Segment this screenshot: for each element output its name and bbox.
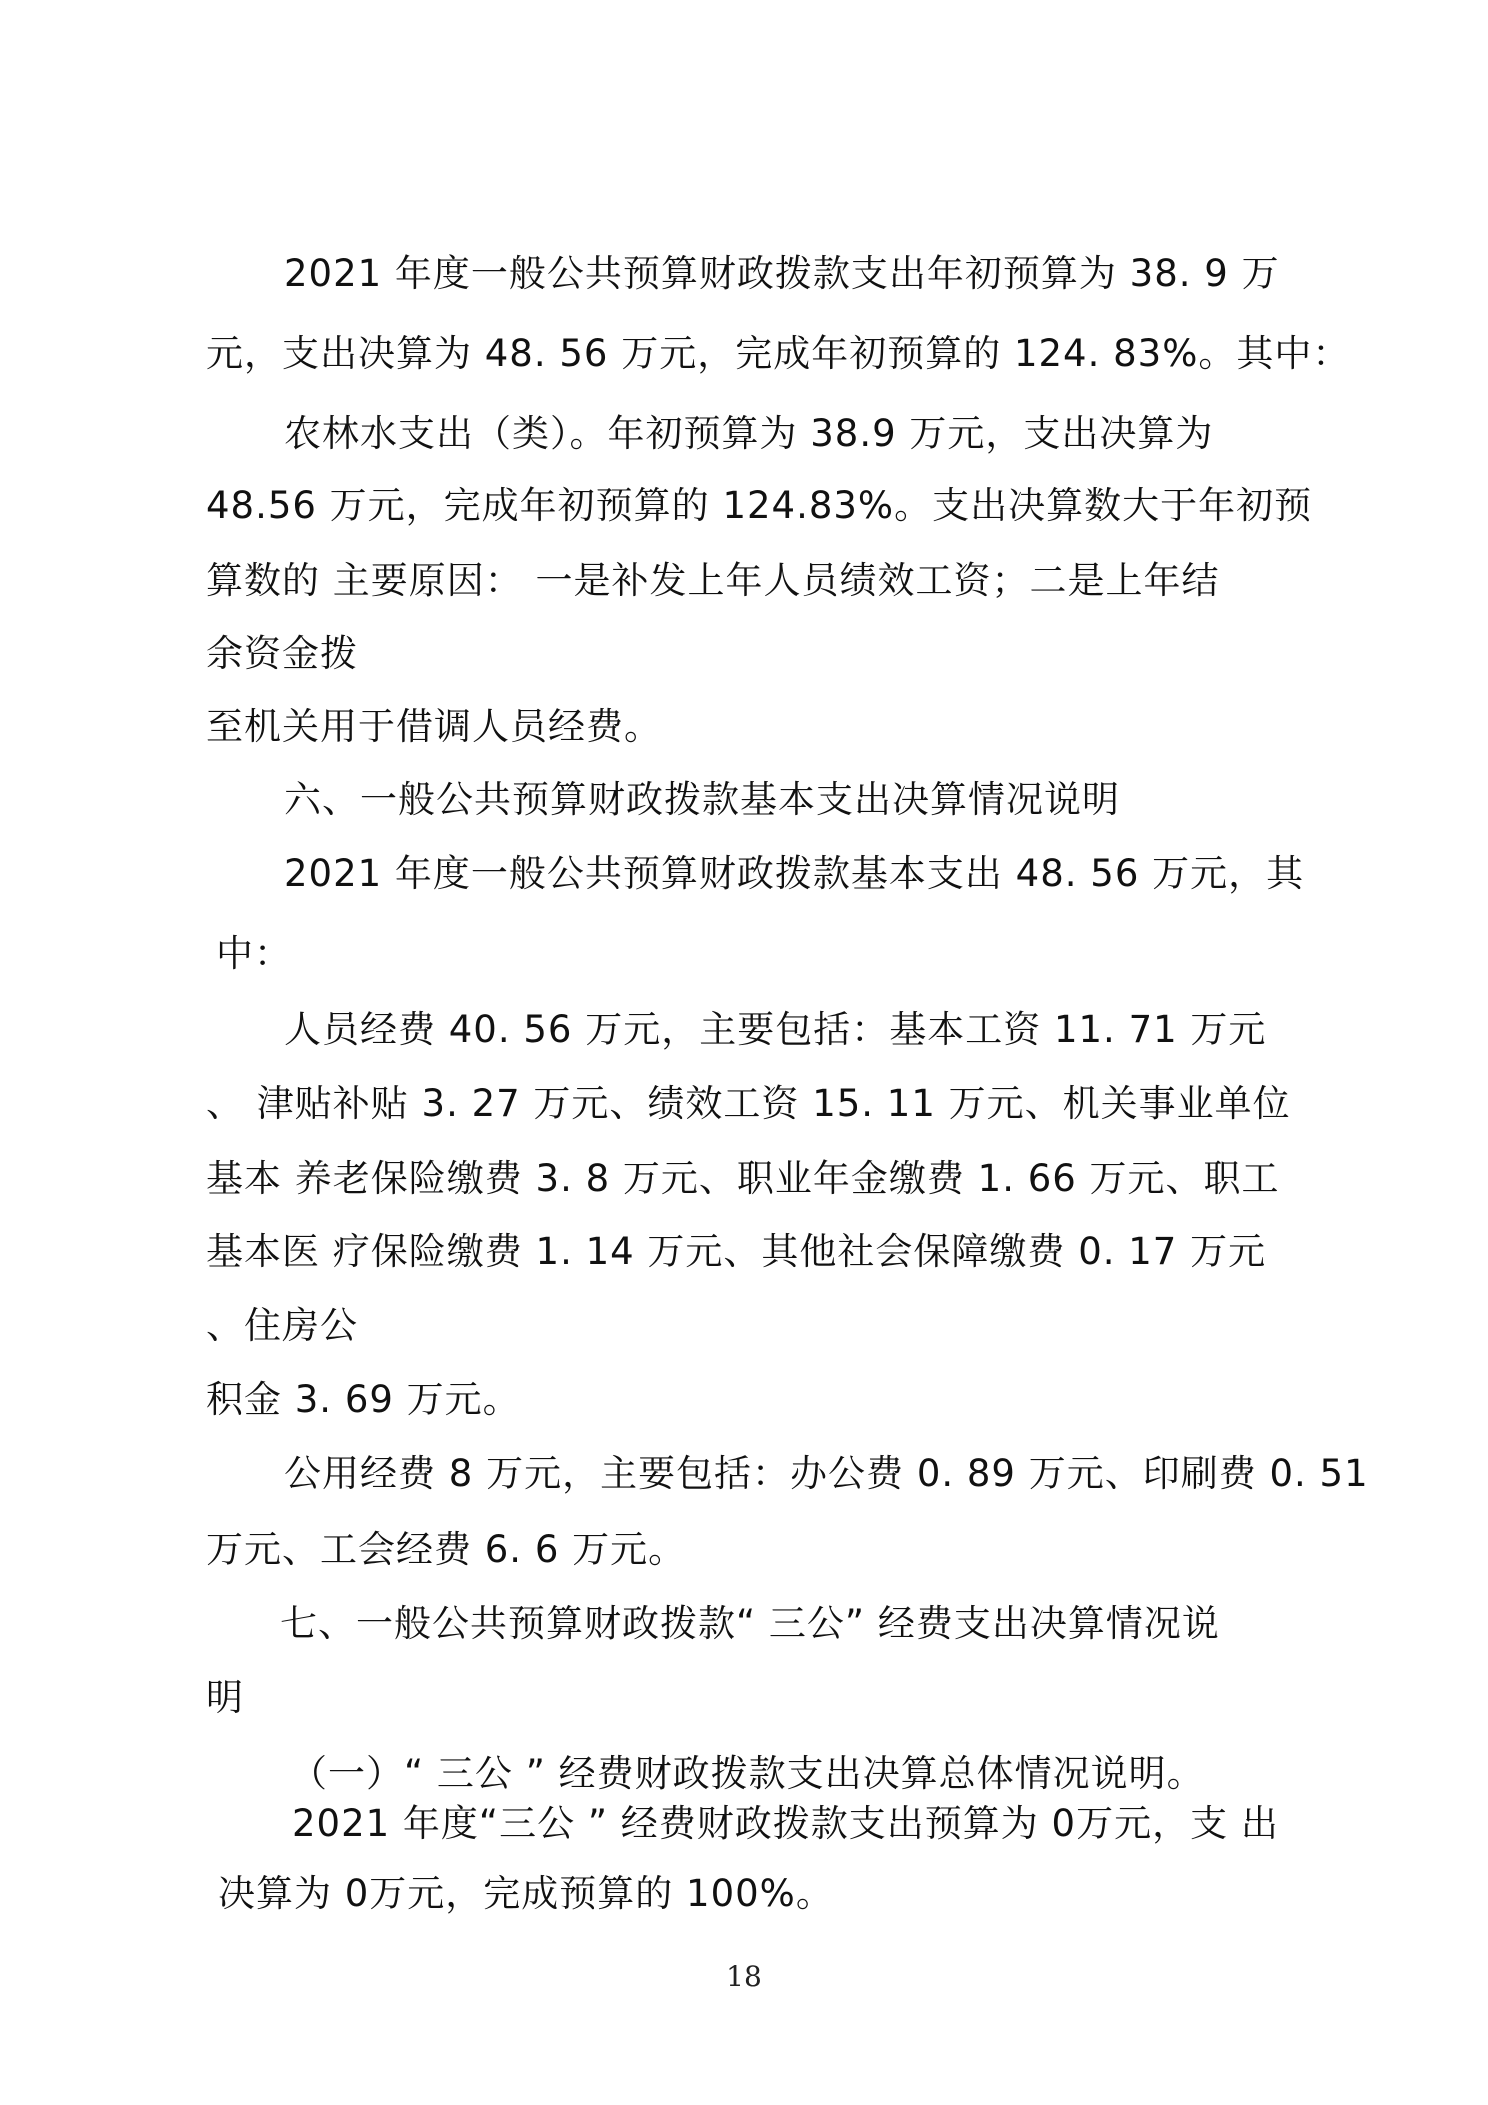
text-line-13: 基本 养老保险缴费 3. 8 万元、职业年金缴费 1. 66 万元、职工 [206, 1157, 1280, 1200]
text-line-5: 算数的 主要原因： 一是补发上年人员绩效工资；二是上年结 [206, 559, 1220, 602]
subsection-heading-1: （一）“ 三公 ” 经费财政拨款支出决算总体情况说明。 [290, 1752, 1205, 1795]
text-line-18: 万元、工会经费 6. 6 万元。 [206, 1528, 687, 1571]
text-line-14: 基本医 疗保险缴费 1. 14 万元、其他社会保障缴费 0. 17 万元 [206, 1230, 1267, 1273]
text-line-3: 农林水支出（类）。年初预算为 38.9 万元，支出决算为 [284, 412, 1214, 455]
section-heading-7: 七、一般公共预算财政拨款“ 三公” 经费支出决算情况说 [280, 1602, 1220, 1645]
text-line-7: 至机关用于借调人员经费。 [206, 705, 662, 748]
text-line-10: 中： [216, 932, 292, 975]
text-line-1: 2021 年度一般公共预算财政拨款支出年初预算为 38. 9 万 [284, 252, 1280, 295]
text-line-16: 积金 3. 69 万元。 [206, 1378, 521, 1421]
text-line-9: 2021 年度一般公共预算财政拨款基本支出 48. 56 万元，其 [284, 852, 1305, 895]
text-line-23: 决算为 0万元，完成预算的 100%。 [218, 1872, 834, 1915]
text-line-22: 2021 年度“三公 ” 经费财政拨款支出预算为 0万元，支 出 [292, 1802, 1279, 1845]
text-line-17: 公用经费 8 万元，主要包括：办公费 0. 89 万元、印刷费 0. 51 [284, 1452, 1369, 1495]
text-line-15: 、住房公 [206, 1304, 358, 1347]
text-line-12: 、 津贴补贴 3. 27 万元、绩效工资 15. 11 万元、机关事业单位 [206, 1082, 1291, 1125]
page-number: 18 [726, 1960, 762, 1993]
text-line-11: 人员经费 40. 56 万元，主要包括：基本工资 11. 71 万元 [284, 1008, 1267, 1051]
text-line-6: 余资金拨 [206, 632, 358, 675]
section-heading-6: 六、一般公共预算财政拨款基本支出决算情况说明 [284, 778, 1120, 821]
text-line-20: 明 [206, 1676, 244, 1719]
text-line-4: 48.56 万元，完成年初预算的 124.83%。支出决算数大于年初预 [206, 484, 1313, 527]
text-line-2: 元，支出决算为 48. 56 万元，完成年初预算的 124. 83%。其中： [206, 332, 1351, 375]
